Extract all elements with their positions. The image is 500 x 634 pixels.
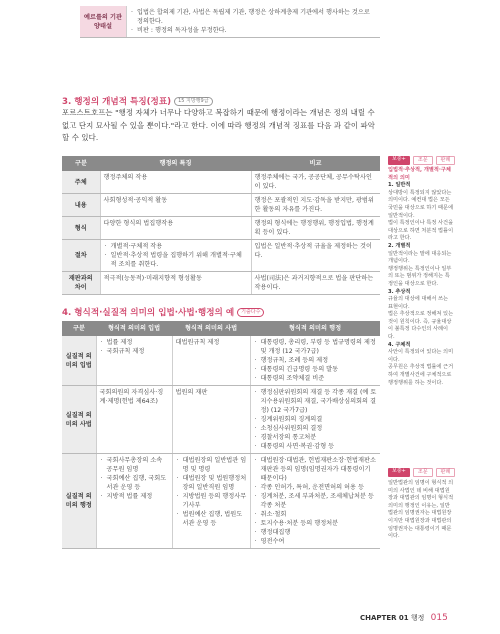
cell-item: · 법원예산 집행, 법원도서관 운영 등 — [183, 510, 247, 528]
cell-item: · 국회예산 집행, 국회도서관 운영 등 — [107, 474, 169, 492]
feature-cell: 적극적(능동적)·미래지향적 형성활동 — [100, 272, 251, 295]
feature-cell: 행정주체의 작용 — [100, 171, 251, 194]
sidebar-item — [388, 342, 454, 365]
sidebar-item-text: 일반적이라는 말에 대응되는 개념이다. — [388, 250, 452, 265]
sidebar-item-title: 2. 개별적 — [388, 242, 411, 249]
top-table-label: 예르를의 기관양태설 — [80, 6, 127, 38]
sidebar-item-text: 상대방이 특정되지 않았다는 의미이다. 예컨대 법은 모든 국민을 대상으로 하기 때문에 일반적이다. — [388, 189, 454, 219]
cell-item: · 대통령의 긴급명령 등의 발동 — [261, 365, 378, 374]
sidebar-item — [388, 311, 454, 341]
sidebar-item — [388, 243, 454, 266]
cell-item: 법원의 재판 — [175, 389, 208, 396]
sidebar-item-title: 4. 구체적 — [388, 341, 411, 348]
cell-item: · 국회규칙 제정 — [107, 347, 169, 356]
cell-item: · 법률 제정 — [107, 338, 169, 347]
exam-tag: 15 지방행9급 — [174, 97, 212, 106]
row-label: 실질적 의미의 사법 — [62, 386, 96, 454]
cell-item: · 행정심판위원회의 재결 등 각종 재결 (예 토지수용위원회의 재결, 국가배상심의회의 결정) (12 국가7급) — [261, 388, 378, 415]
table-row — [62, 454, 380, 549]
sidebar-item — [388, 220, 454, 243]
sidebar-item — [388, 266, 454, 289]
col-header: 비교 — [251, 156, 380, 171]
table-row — [62, 240, 380, 272]
compare-cell: 행정의 형식에는 행정행위, 행정입법, 행정계획 등이 있다. — [251, 217, 380, 240]
top-table-item: · 비판 : 행정의 독자성을 부정한다. — [137, 26, 377, 35]
top-table-item: · 입법은 합의제 기관, 사법은 독립제 기관, 행정은 상하계층제 기관에서 행사하는 것으로 정의한다. — [137, 8, 377, 26]
sidebar-2-text: 일반법관의 임명이 형식적 의미의 사법인 데 비해 대법원장과 대법관의 임명이 형식적 의미의 행정인 이유는, 일반법관의 임명권자는 대법원장이지만 대법원장과 대법관의 임명권자는 대통령이기 때문이다. — [388, 480, 454, 540]
sidebar-item-title: 3. 추상적 — [388, 288, 411, 295]
row-label: 실질적 의미의 행정 — [62, 454, 96, 549]
col-header: 형식적 의미의 입법 — [96, 321, 172, 336]
table-row — [62, 171, 380, 194]
col-header: 형식적 의미의 행정 — [250, 321, 380, 336]
cell-item: · 징계처분, 조세 부과처분, 조세체납처분 등 각종 처분 — [261, 492, 378, 510]
compare-cell: 입법은 일반적·추상적 규율을 제정하는 것이다. — [251, 240, 380, 272]
cell-item: · 대법원장 및 법원행정처장의 일반직원 임명 — [183, 474, 247, 492]
cell-item: · 토지수용·처분 등의 행정처분 — [261, 519, 378, 528]
sidebar-2-tabs — [388, 468, 455, 477]
chapter-label: CHAPTER 01 — [360, 614, 409, 622]
col-header: 행정의 특징 — [100, 156, 251, 171]
table-row — [62, 217, 380, 240]
page-number: 015 — [430, 613, 448, 623]
chapter-section: 행정 — [410, 614, 425, 622]
tab-article: 조문 — [413, 156, 433, 165]
cell-item: · 대법원장의 일반법관 임명 및 명령 — [183, 456, 247, 474]
sidebar-item-text: 법이 특정인이나 특정 사건을 대상으로 하면 처분적 법률이라고 한다. — [388, 220, 454, 242]
row-label: 절차 — [62, 240, 100, 272]
row-label: 재판과의 차이 — [62, 272, 100, 295]
top-table-content — [127, 6, 381, 38]
table-row — [62, 272, 380, 295]
row-label: 실질적 의미의 입법 — [62, 336, 96, 386]
executive-cell — [250, 336, 380, 386]
compare-cell: 행정주체에는 국가, 공공단체, 공무수탁사인이 있다. — [251, 171, 380, 194]
cell-item: · 대통령의 조약체결 비준 — [261, 374, 378, 383]
tab-precedent: 판례 — [436, 156, 456, 165]
row-label: 주체 — [62, 171, 100, 194]
section-3-paragraph: 포르스트호프는 "행정 자체가 너무나 다양하고 복잡하기 때문에 행정이라는 개념은 정의 내릴 수 없고 단지 묘사될 수 있을 뿐이다."라고 한다. 이에 따라 행정의 개념적 징표를 다음 과 같이 파악할 수 있다. — [62, 108, 375, 142]
col-header: 구분 — [62, 156, 100, 171]
cell-item: · 지방적 법률 제정 — [107, 492, 169, 501]
executive-cell — [250, 454, 380, 549]
legislative-cell — [96, 386, 172, 454]
cell-item: · 대통령의 사면·복권·감형 등 — [261, 442, 378, 451]
cell-item: · 취소·철회 — [261, 510, 378, 519]
col-header: 구분 — [62, 321, 96, 336]
cell-item: · 지방법원 등의 행정사무기사부 — [183, 492, 247, 510]
sidebar-1-heading: 입법적·추상적, 개별적·구체적의 의미 — [388, 167, 451, 181]
top-definition-table — [80, 6, 380, 38]
tab-supplement: 보충+ — [388, 156, 410, 165]
row-label: 형식 — [62, 217, 100, 240]
sidebar-item-title: 1. 일반적 — [388, 182, 411, 189]
tab-article: 조문 — [413, 468, 433, 477]
cell-item: · 경찰서장의 통고처분 — [261, 433, 378, 442]
sidebar-item-text: 행정행위는 특정인이나 일부의 또는 범위가 정해지는 특정인을 대상으로 한다. — [388, 265, 452, 287]
sidebar-item-text: 공무원은 추상적 법률에 근거하여 개별사건에 구체적으로 행정행위를 하는 것이다. — [388, 364, 454, 386]
judicial-cell — [172, 386, 250, 454]
cell-item: 대법원규칙 제정 — [175, 339, 220, 346]
executive-cell — [250, 386, 380, 454]
judicial-cell — [172, 336, 250, 386]
sidebar-item — [388, 182, 454, 220]
feature-item: · 일반적·추상적 법령을 집행하기 위해 개별적·구체적 조치를 취한다. — [111, 251, 248, 269]
sidebar-item — [388, 364, 454, 387]
cell-item: · 국회사무총장의 소속 공무원 임명 — [107, 456, 169, 474]
sidebar-1 — [388, 167, 454, 387]
cell-item: · 행정대집행 — [261, 528, 378, 537]
admin-characteristics-table — [62, 156, 380, 295]
section-4-title — [62, 306, 264, 318]
sidebar-item — [388, 289, 454, 312]
table-row — [62, 386, 380, 454]
feature-cell: 다양한 형식의 법집행작용 — [100, 217, 251, 240]
sidebar-item-text: 규율의 대상에 대해서 쓰는 표현이다. — [388, 296, 449, 310]
cell-item: · 대법원장·대법관, 헌법재판소장·헌법재판소 재판관 등의 임명(임명권자가 대통령이기 때문이다) — [261, 456, 378, 483]
cell-item: · 행정규칙, 조례 등의 제정 — [261, 356, 378, 365]
compare-cell: 사법(司法)은 과거지향적으로 법을 판단하는 작용이다. — [251, 272, 380, 295]
feature-item: · 개별적·구체적 작용 — [111, 242, 248, 251]
tab-supplement: 보충+ — [388, 468, 410, 477]
feature-cell: 사회형성적·공익적 활동 — [100, 194, 251, 217]
cell-item: · 각종 인허가, 특허, 운전면허의 허용 등 — [261, 483, 378, 492]
legislative-cell — [96, 336, 172, 386]
tab-precedent: 판례 — [436, 468, 456, 477]
judicial-cell — [172, 454, 250, 549]
sidebar-item-text: 사안이 특정되어 있다는 의미이다. — [388, 349, 454, 363]
frequent-exam-tag: 기출다수 — [237, 308, 264, 317]
cell-item: · 영전수여 — [261, 537, 378, 546]
table-row — [62, 194, 380, 217]
section-4-title-text: 4. 형식적·실질적 의미의 입법·사법·행정의 예 — [62, 308, 235, 318]
cell-item: · 대통령령, 총리령, 부령 등 법규명령의 제정 및 개정 (12 국가7급) — [261, 338, 378, 356]
row-label: 내용 — [62, 194, 100, 217]
page-footer — [360, 613, 448, 623]
legislative-cell — [96, 454, 172, 549]
cell-item: · 소청심사위원회의 결정 — [261, 424, 378, 433]
feature-cell — [100, 240, 251, 272]
sidebar-1-tabs — [388, 156, 455, 165]
col-header: 형식적 의미의 사법 — [172, 321, 250, 336]
section-3-title — [62, 95, 213, 107]
section-3-title-text: 3. 행정의 개념적 특징(정표) — [62, 97, 172, 107]
compare-cell: 행정은 포괄적인 지도·감독을 받지만, 광범위한 활동의 자유를 가진다. — [251, 194, 380, 217]
cell-item: · 징계위원회의 징계의결 — [261, 415, 378, 424]
formal-material-table — [62, 321, 380, 549]
cell-item: 국회의원의 자격심사·징계·제명(헌법 제64조) — [99, 389, 164, 405]
table-row — [62, 336, 380, 386]
sidebar-item-text: 법은 추상적으로 정해져 있는 것이 원칙이다. 즉, 규율대상이 불특정 다수인의 사례이다. — [388, 311, 454, 341]
